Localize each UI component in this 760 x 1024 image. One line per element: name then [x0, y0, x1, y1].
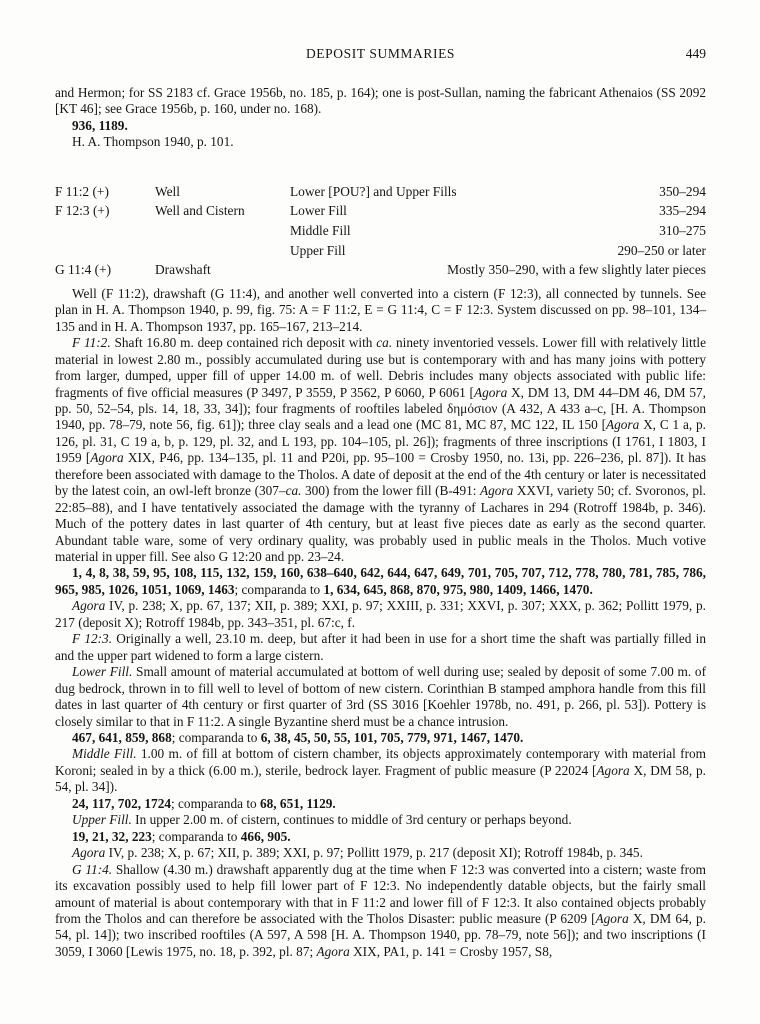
- text-run: IV, p. 238; X, p. 67; XII, p. 389; XXI, p. 97; Pollitt 1979, p. 217 (deposit XI); Rotroff 1984b, p. 345.: [105, 845, 643, 861]
- page-number: 449: [685, 46, 706, 61]
- text-run: H. A. Thompson 1940, p. 101.: [72, 134, 234, 150]
- deposit-fill: Lower Fill: [290, 203, 347, 219]
- text-run: XIX, P46, pp. 134–135, pl. 11 and P20i, pp. 95–100 = Crosby 1950, no. 13i, pp. 226–236, pl. 87]). It has therefore been associated with damage to the Tholos. A date of deposit at the end of the 4th century or later is necessitated by the latest coin, an owl-left bronze (307–: [55, 450, 706, 499]
- deposit-row: [55, 221, 706, 241]
- text-run: X, DM 64, p. 54, pl. 14]); two inscribed rooftiles (A 597, A 598 [H. A. Thompson 1940, pp. 78–79, note 56]); and two inscriptions (I 3059, I 3060 [Lewis 1975, no. 18, p. 392, pl. 87;: [55, 911, 706, 959]
- text-run: Lower Fill.: [72, 664, 133, 680]
- text-run: ninety inventoried vessels. Lower fill with relatively little material in lowest 2.80 m., possibly accumulated during use but is contemporary with and has many joins with pottery from larger, dumped, upper fill of upper 14.00 m. of well. Debris includes many objects associated with public life: fragments of five official measures (P 3497, P 3559, P 3562, P 6060, P 6061 [: [55, 335, 706, 400]
- text-run: Middle Fill.: [72, 746, 137, 762]
- text-run: ; comparanda to: [151, 828, 241, 844]
- text-run: 6, 38, 45, 50, 55, 101, 705, 779, 971, 1467, 1470.: [260, 730, 524, 746]
- deposit-date: 290–250 or later: [617, 242, 706, 258]
- paragraph: [55, 286, 706, 335]
- text-run: Agora: [480, 483, 514, 499]
- text-run: Agora: [595, 911, 629, 926]
- paragraph: [55, 845, 706, 861]
- deposit-date: 350–294: [659, 183, 706, 199]
- text-run: 936, 1189.: [72, 117, 128, 133]
- paragraph: [55, 812, 706, 828]
- deposit-type: Drawshaft: [155, 262, 211, 278]
- deposit-summary-table: [55, 182, 706, 280]
- deposit-row: [55, 241, 706, 261]
- text-run: XIX, PA1, p. 141 = Crosby 1957, S8,: [349, 943, 553, 959]
- text-run: F 11:2.: [72, 335, 111, 351]
- text-run: ; comparanda to: [171, 730, 261, 746]
- paragraph: [55, 85, 706, 118]
- deposit-fill: Lower [POU?] and Upper Fills: [290, 183, 457, 199]
- deposit-code: F 12:3 (+): [55, 203, 110, 219]
- paragraph: [55, 796, 706, 812]
- deposit-date: Mostly 350–290, with a few slightly later pieces: [447, 262, 706, 278]
- deposit-code: [55, 241, 155, 261]
- paragraph: [55, 134, 706, 150]
- deposit-type: Well: [155, 183, 180, 199]
- text-run: 24, 117, 702, 1724: [72, 795, 171, 811]
- text-run: 19, 21, 32, 223: [72, 828, 152, 844]
- paragraph: [55, 862, 706, 961]
- text-run: X, DM 13, DM 44–DM 46, DM 57, pp. 50, 52–54, pls. 14, 18, 33, 34]); four fragments of rooftiles labeled δημόσιον (A 432, A 433 a–c, [H. A. Thompson 1940, pp. 78–79, note 56, fig. 61]); three clay seals and a lead one (MC 81, MC 87, MC 122, IL 150 [: [55, 384, 706, 433]
- deposit-type: [155, 241, 290, 261]
- text-run: 466, 905.: [240, 828, 291, 844]
- text-run: Well (F 11:2), drawshaft (G 11:4), and another well converted into a cistern (F 12:3), all connected by tunnels. See plan in H. A. Thompson 1940, p. 99, fig. 75: A = F 11:2, E = G 11:4, C = F 12:3. System discussed on pp. 98–101, 134–135 and in H. A. Thompson 1937, pp. 165–167, 213–214.: [55, 285, 706, 334]
- deposit-fill: Upper Fill: [290, 242, 346, 258]
- text-run: Shallow (4.30 m.) drawshaft apparently dug at the time when F 12:3 was converted into a cistern; waste from its excavation possibly used to help fill lower part of F 12:3. No independently datable objects, but the fairly small amount of material is about contemporary with that in F 11:2 and lower fill of F 12:3. It also contained objects probably from the Tholos and can therefore be associated with the Tholos Disaster: public measure (P 6209 [: [55, 861, 706, 926]
- paragraph: [55, 631, 706, 664]
- deposit-code: G 11:4 (+): [55, 262, 112, 278]
- text-run: X, DM 58, p. 54, pl. 34]).: [55, 762, 706, 795]
- text-run: ; comparanda to: [234, 581, 324, 597]
- text-run: ; comparanda to: [171, 795, 260, 811]
- text-run: 68, 651, 1129.: [259, 795, 336, 811]
- text-run: XXVI, variety 50; cf. Svoronos, pl. 22:85–88), and I have tentatively associated the damage with the tyranny of Lachares in 294 (Rotroff 1984b, p. 346). Much of the pottery dates in last quarter of 4th century, but at least five pieces date as early as the second quarter. Abundant table ware, some of very ordinary quality, was probably used in public meals in the Tholos. Much votive material in upper fill. See also G 12:20 and pp. 23–24.: [55, 483, 706, 565]
- deposit-fill: [290, 260, 447, 280]
- text-run: Agora: [473, 384, 508, 400]
- deposit-row: [55, 201, 706, 221]
- deposit-row: [55, 260, 706, 280]
- deposit-code: F 11:2 (+): [55, 183, 109, 199]
- deposit-date: 335–294: [659, 203, 706, 219]
- text-run: Agora: [596, 762, 630, 778]
- deposit-code: [55, 221, 155, 241]
- deposit-fill: Middle Fill: [290, 223, 351, 238]
- paragraph: [55, 746, 706, 795]
- text-run: 1, 634, 645, 868, 870, 975, 980, 1409, 1466, 1470.: [323, 581, 593, 597]
- paragraph: [55, 598, 706, 631]
- deposit-date: 310–275: [659, 223, 706, 238]
- text-run: X, C 1 a, p. 126, pl. 31, C 19 a, b, p. 129, pl. 32, and L 193, pp. 104–105, pl. 26]); fragments of three inscriptions (I 1761, I 1803, I 1959 [: [55, 417, 706, 466]
- body-text: [55, 286, 706, 961]
- text-run: ca.: [285, 483, 302, 499]
- text-run: F 12:3.: [72, 631, 113, 647]
- page-title: DEPOSIT SUMMARIES: [305, 46, 456, 61]
- text-run: 300) from the lower fill (B-491:: [301, 483, 481, 499]
- text-run: Originally a well, 23.10 m. deep, but after it had been in use for a short time the shaft was partially filled in and the upper part widened to form a large cistern.: [55, 631, 706, 663]
- text-run: and Hermon; for SS 2183 cf. Grace 1956b, no. 185, p. 164); one is post-Sullan, naming the fabricant Athenaios (SS 2092 [KT 46]; see Grace 1956b, p. 160, under no. 168).: [55, 85, 706, 117]
- text-run: Small amount of material accumulated at bottom of well during use; sealed by deposit of some 7.00 m. of dug bedrock, thrown in to fill well to level of bottom of new cistern. Corinthian B stamped amphora handle from this fill dates in last quarter of 4th century or first quarter of 3rd (SS 3016 [Koehler 1978b, no. 491, p. 266, pl. 53]). Pottery is closely similar to that in F 11:2. A single Byzantine sherd must be a chance intrusion.: [55, 664, 707, 729]
- text-run: Agora: [90, 450, 124, 466]
- deposit-type: Well and Cistern: [155, 203, 245, 219]
- deposit-type: [155, 221, 290, 241]
- text-run: G 11:4.: [72, 861, 113, 877]
- text-run: Agora: [72, 598, 106, 614]
- paragraph: [55, 829, 706, 845]
- paragraph: [55, 565, 706, 598]
- text-run: Agora: [606, 417, 640, 433]
- text-run: 467, 641, 859, 868: [72, 730, 172, 746]
- text-run: IV, p. 238; X, pp. 67, 137; XII, p. 389; XXI, p. 97; XXIII, p. 331; XXVI, p. 307; XXX, p. 362; Pollitt 1979, p. 217 (deposit X); Rotroff 1984b, pp. 343–351, pl. 67:c, f.: [55, 598, 706, 630]
- text-run: 1.00 m. of fill at bottom of cistern chamber, its objects approximately contemporary with material from Koroni; sealed in by a thick (6.00 m.), sterile, bedrock layer. Fragment of public measure (P 22024 [: [55, 746, 706, 778]
- text-run: In upper 2.00 m. of cistern, continues to middle of 3rd century or perhaps beyond.: [131, 812, 572, 828]
- paragraph: [55, 335, 706, 565]
- running-head: [55, 45, 706, 62]
- intro-text: [55, 85, 706, 151]
- text-run: 1, 4, 8, 38, 59, 95, 108, 115, 132, 159, 160, 638–640, 642, 644, 647, 649, 701, 705, 707, 712, 778, 780, 781, 785, 786, 965, 985, 1026, 1051, 1069, 1463: [55, 565, 706, 597]
- deposit-row: [55, 182, 706, 202]
- text-run: ca.: [376, 335, 393, 351]
- text-run: Shaft 16.80 m. deep contained rich deposit with: [110, 335, 377, 351]
- paragraph: [55, 730, 706, 746]
- paragraph: [55, 118, 706, 134]
- text-run: Agora: [72, 845, 106, 861]
- text-run: Agora: [316, 943, 350, 959]
- text-run: Upper Fill.: [72, 812, 132, 828]
- paragraph: [55, 664, 706, 730]
